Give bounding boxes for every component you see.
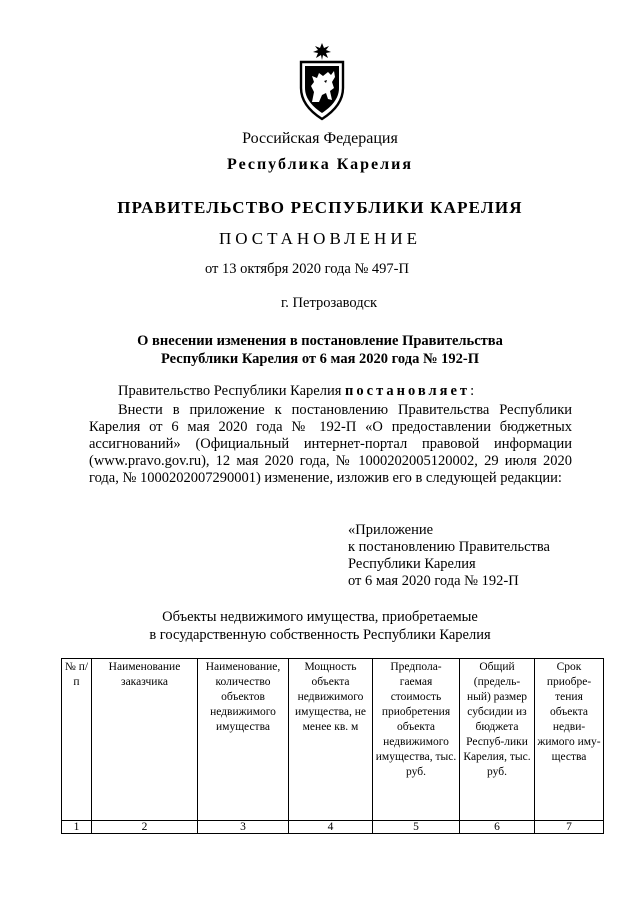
table-header-cell: Мощность объекта недвижимого имущества, не менее кв. м [289, 659, 373, 821]
table-header-cell: № п/п [62, 659, 92, 821]
subject-line-1: О внесении изменения в постановление Правительства [137, 333, 503, 349]
table-header-row [62, 659, 604, 821]
objects-title [0, 608, 640, 644]
appendix-block [348, 522, 550, 590]
objects-title-line-2: в государственную собственность Республики Карелия [149, 627, 491, 643]
subject-line-2: Республики Карелия от 6 мая 2020 года № 192-П [161, 351, 479, 367]
karelia-coat-of-arms-icon [297, 42, 347, 122]
table-header-cell: Наименование заказчика [92, 659, 198, 821]
document-date: от 13 октября 2020 года № 497-П [205, 261, 409, 277]
resolution-suffix: : [470, 383, 475, 399]
objects-title-line-1: Объекты недвижимого имущества, приобретаемые [162, 609, 478, 625]
table-number-cell: 4 [289, 821, 373, 834]
appendix-line-4: от 6 мая 2020 года № 192-П [348, 573, 519, 589]
paragraph-amendment: Внести в приложение к постановлению Правительства Республики Карелия от 6 мая 2020 года № 192-П «О предоставлении бюджетных ассигнований» (Официальный интернет-портал правовой информации (www.pravo.gov.ru), 12 мая 2020 года, № 1000202005120002, 29 июля 2020 года, № 1000202007290001) изменение, изложив его в следующей редакции: [89, 402, 572, 486]
document-city: г. Петрозаводск [281, 295, 378, 311]
appendix-line-1: «Приложение [348, 522, 434, 538]
table-number-cell: 6 [460, 821, 535, 834]
resolution-prefix: Правительство Республики Карелия [118, 383, 346, 399]
table-number-cell: 2 [92, 821, 198, 834]
appendix-line-3: Республики Карелия [348, 556, 476, 572]
document-type: ПОСТАНОВЛЕНИЕ [218, 229, 421, 248]
country-name: Российская Федерация [242, 130, 398, 147]
objects-table [61, 658, 604, 834]
table-number-cell: 5 [373, 821, 460, 834]
republic-name: Республика Карелия [227, 156, 413, 173]
paragraph-resolution [118, 383, 572, 400]
table-header-cell: Общий (предель-ный) размер субсидии из бюджета Респуб-лики Карелия, тыс. руб. [460, 659, 535, 821]
table-number-cell: 3 [198, 821, 289, 834]
appendix-line-2: к постановлению Правительства [348, 539, 550, 555]
document-subject [0, 332, 640, 368]
table-header-cell: Предпола-гаемая стоимость приобретения объекта недвижимого имущества, тыс. руб. [373, 659, 460, 821]
resolution-action: постановляет [345, 383, 471, 399]
government-name: ПРАВИТЕЛЬСТВО РЕСПУБЛИКИ КАРЕЛИЯ [117, 198, 523, 217]
table-header-cell: Наименование, количество объектов недвижимого имущества [198, 659, 289, 821]
table-number-cell: 7 [535, 821, 604, 834]
table-header-cell: Срок приобре-тения объекта недви-жимого иму-щества [535, 659, 604, 821]
table-number-cell: 1 [62, 821, 92, 834]
table-number-row [62, 821, 604, 834]
